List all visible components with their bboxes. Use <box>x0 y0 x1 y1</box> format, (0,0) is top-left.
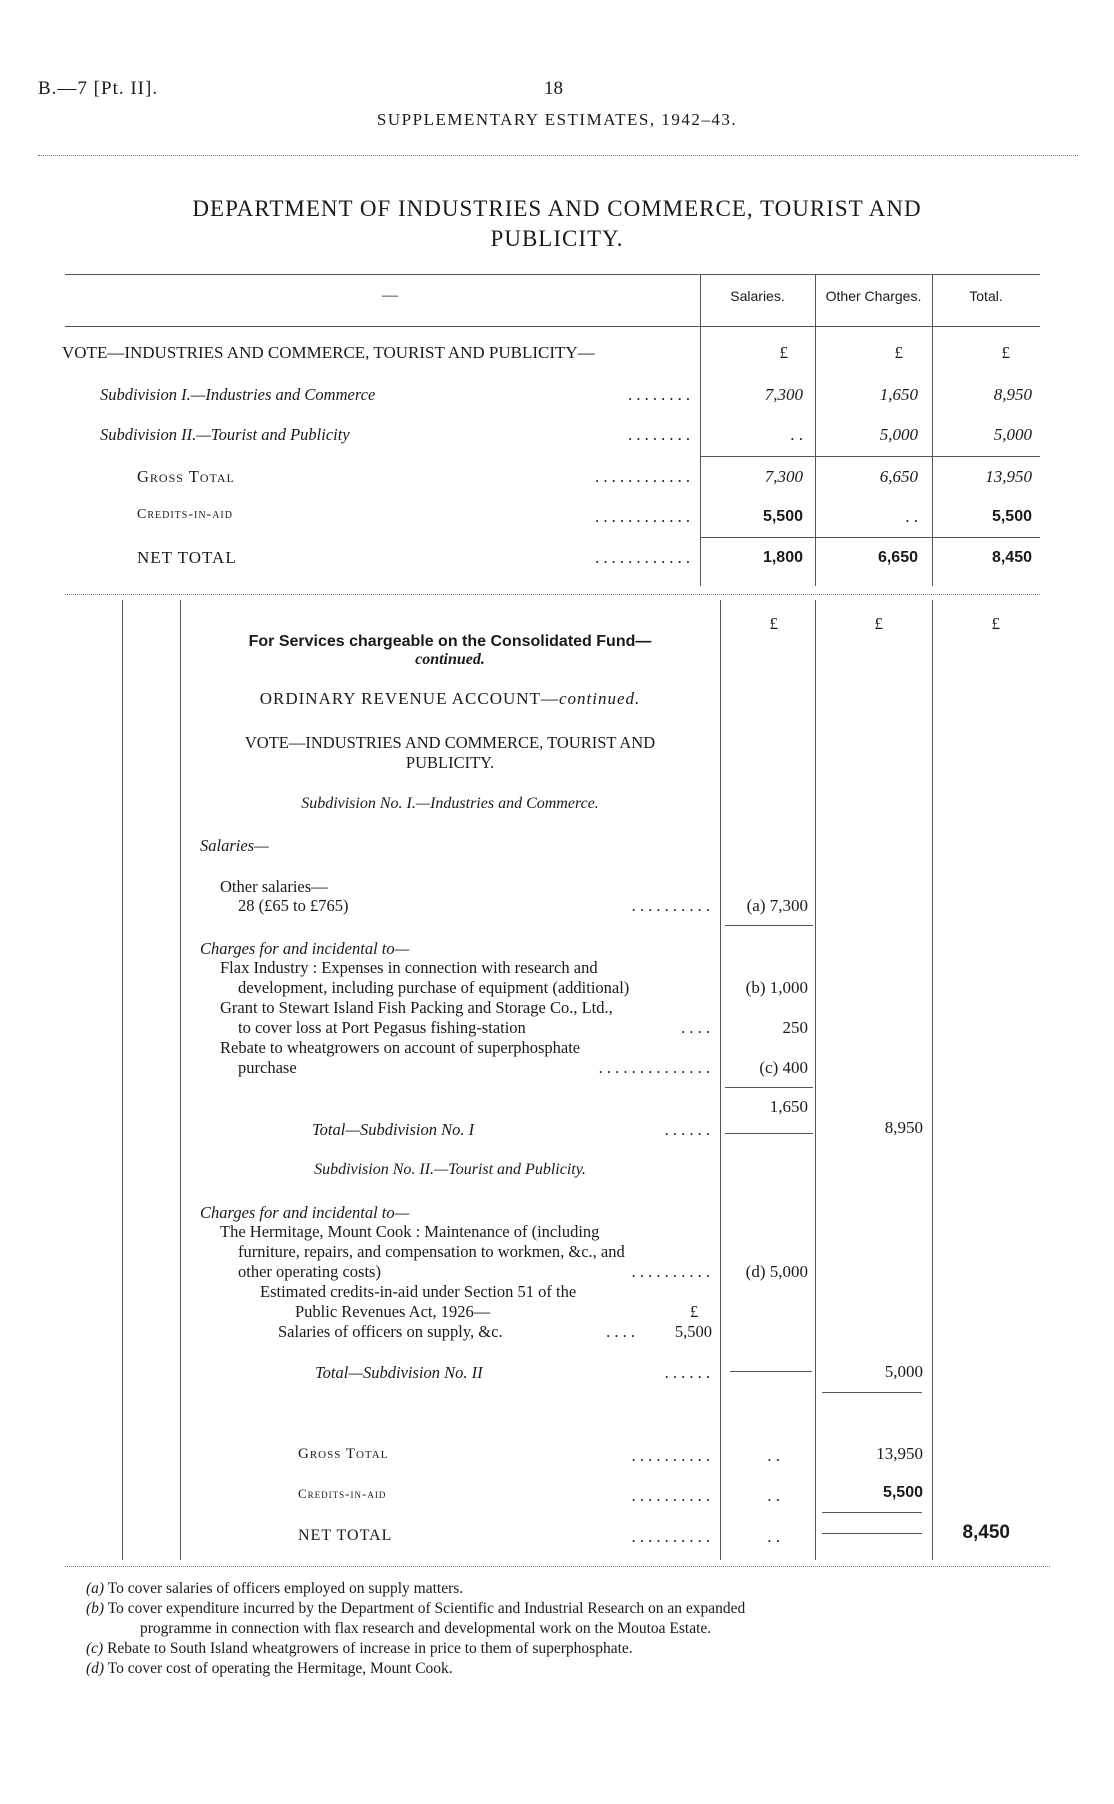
detail-vote-title <box>180 733 720 773</box>
detail-col-divider-2 <box>815 600 816 1560</box>
sub1-total-dots: . . . . . . <box>664 1120 710 1139</box>
detail-vote-line1: VOTE—INDUSTRIES AND COMMERCE, TOURIST AND <box>244 733 656 752</box>
sub1-total-amount: 8,950 <box>884 1118 923 1137</box>
department-title-line1: DEPARTMENT OF INDUSTRIES AND COMMERCE, TOURIST AND <box>192 196 922 221</box>
summary-row-dots: . . . . . . . . <box>628 385 690 404</box>
summary-row-total: 8,950 <box>993 385 1032 404</box>
summary-row-other: 6,650 <box>877 549 918 566</box>
sub2-hermitage-line3: other operating costs) <box>238 1262 381 1281</box>
sub1-charges-rule <box>725 1087 813 1088</box>
sub1-other-salaries-detail: 28 (£65 to £765) <box>238 896 349 915</box>
detail-vote-line2: PUBLICITY. <box>405 753 495 772</box>
page-number: 18 <box>544 78 563 99</box>
footnote <box>86 1600 1046 1620</box>
sub2-credits-line3: Salaries of officers on supply, &c. <box>278 1322 503 1341</box>
detail-pound-col2: £ <box>874 614 883 633</box>
running-title-text: SUPPLEMENTARY ESTIMATES, 1942–43. <box>376 110 738 129</box>
detail-credits-dots: . . . . . . . . . . <box>631 1486 710 1505</box>
summary-row-total: 5,500 <box>991 508 1032 525</box>
footnote <box>86 1580 1046 1600</box>
summary-row-dots: . . . . . . . . <box>628 425 690 444</box>
summary-pound-salaries: £ <box>779 343 788 362</box>
department-title-line2: PUBLICITY. <box>490 226 624 251</box>
services-heading <box>180 633 720 669</box>
account-title-text: ORDINARY REVENUE ACCOUNT— <box>259 689 559 708</box>
summary-row-other: . . <box>905 507 918 526</box>
summary-row-dots: . . . . . . . . . . . . <box>595 548 690 567</box>
sub2-credits-line2: Public Revenues Act, 1926— <box>295 1302 491 1321</box>
sub1-rebate-dots: . . . . . . . . . . . . . . <box>598 1058 710 1077</box>
page-reference: B.—7 [Pt. II]. <box>38 78 159 99</box>
detail-pound-col1: £ <box>769 614 778 633</box>
summary-row-label: Subdivision II.—Tourist and Publicity <box>100 425 350 444</box>
footnote-mark: (d) <box>86 1660 105 1677</box>
detail-col-divider-1 <box>720 600 721 1560</box>
detail-pound-col3: £ <box>991 614 1000 633</box>
detail-net-dots: . . . . . . . . . . <box>631 1527 710 1546</box>
sub2-credits-amount: 5,500 <box>674 1322 712 1341</box>
summary-header-dash: — <box>382 287 398 304</box>
account-title <box>180 689 720 709</box>
summary-row-dots: . . . . . . . . . . . . <box>595 507 690 526</box>
account-title-continued: continued. <box>558 689 641 708</box>
detail-gross-dots: . . . . . . . . . . <box>631 1446 710 1465</box>
sub1-flax-amount: (b) 1,000 <box>745 978 808 997</box>
services-heading-line1: For Services chargeable on the Consolidated Fund— <box>248 633 652 650</box>
summary-pound-other: £ <box>894 343 903 362</box>
summary-row-other: 6,650 <box>879 467 918 486</box>
detail-net-label: NET TOTAL <box>298 1527 393 1544</box>
detail-left-margin-rule <box>122 600 123 1560</box>
sub2-total-label: Total—Subdivision No. II <box>315 1363 483 1382</box>
footnote-continuation: programme in connection with flax research and developmental work on the Moutoa Estate. <box>140 1620 712 1637</box>
detail-credits-col1: . . <box>767 1486 780 1505</box>
summary-row-label: Credits-in-aid <box>137 507 233 522</box>
detail-col-divider-3 <box>932 600 933 1560</box>
sub1-rebate-line2: purchase <box>238 1058 297 1077</box>
footnote <box>86 1640 1046 1660</box>
sub2-charges-heading: Charges for and incidental to— <box>200 1203 410 1222</box>
footnotes <box>86 1580 1046 1680</box>
detail-credits-amount: 5,500 <box>882 1484 923 1501</box>
footnote-mark: (c) <box>86 1640 104 1657</box>
services-heading-line2: continued. <box>415 651 485 668</box>
summary-row-total: 5,000 <box>993 425 1032 444</box>
footnote-mark: (a) <box>86 1580 105 1597</box>
summary-row-dots: . . . . . . . . . . . . <box>595 467 690 486</box>
summary-header-other-charges: Other Charges. <box>825 288 922 304</box>
sub1-grant-dots: . . . . <box>681 1018 710 1037</box>
sub1-total-rule <box>725 1133 813 1134</box>
footnote <box>86 1660 1046 1680</box>
summary-row-label: Subdivision I.—Industries and Commerce <box>100 385 376 404</box>
sub2-hermitage-amount: (d) 5,000 <box>745 1262 808 1281</box>
sub1-other-salaries-dots: . . . . . . . . . . <box>631 896 710 915</box>
footnote-text: To cover salaries of officers employed on supply matters. <box>107 1580 464 1597</box>
detail-net-rule <box>822 1533 922 1534</box>
sub1-salaries-heading: Salaries— <box>200 836 269 855</box>
summary-row-total: 13,950 <box>985 467 1032 486</box>
detail-credits-label: Credits-in-aid <box>298 1486 387 1501</box>
sub1-grant-line1: Grant to Stewart Island Fish Packing and Storage Co., Ltd., <box>220 998 613 1017</box>
footnote-text: Rebate to South Island wheatgrowers of increase in price to them of superphosphate. <box>107 1640 633 1657</box>
detail-gross-amount: 13,950 <box>876 1444 923 1463</box>
sub1-grant-amount: 250 <box>782 1018 808 1037</box>
detail-gross-col1: . . <box>767 1446 780 1465</box>
summary-row-salaries: 7,300 <box>764 467 803 486</box>
sub1-flax-line2: development, including purchase of equipment (additional) <box>238 978 630 997</box>
detail-credits-rule <box>822 1512 922 1513</box>
sub2-credits-dots: . . . . <box>606 1322 635 1341</box>
sub2-hermitage-dots: . . . . . . . . . . <box>631 1262 710 1281</box>
sub2-heading: Subdivision No. II.—Tourist and Publicity. <box>314 1161 586 1178</box>
summary-vote-title: VOTE—INDUSTRIES AND COMMERCE, TOURIST AND PUBLICITY— <box>62 343 595 362</box>
summary-header-salaries: Salaries. <box>730 288 785 304</box>
footnote-text: To cover expenditure incurred by the Department of Scientific and Industrial Research on an expanded <box>107 1600 746 1617</box>
detail-gross-label: Gross Total <box>298 1446 389 1462</box>
sub1-other-salaries-amount: (a) 7,300 <box>746 896 808 915</box>
sub2-total-rule-right <box>822 1392 922 1393</box>
summary-row-total: 8,450 <box>991 549 1032 566</box>
summary-header-total: Total. <box>969 288 1003 304</box>
sub1-charges-heading: Charges for and incidental to— <box>200 939 410 958</box>
summary-pound-total: £ <box>1001 343 1010 362</box>
sub1-total-label: Total—Subdivision No. I <box>312 1120 475 1139</box>
sub1-rebate-amount: (c) 400 <box>759 1058 808 1077</box>
footnote-mark: (b) <box>86 1600 105 1617</box>
sub2-total-dots: . . . . . . <box>664 1363 710 1382</box>
sub1-salaries-rule <box>725 925 813 926</box>
summary-row-label: Gross Total <box>137 467 235 486</box>
summary-row-salaries: . . <box>790 425 803 444</box>
summary-row-other: 1,650 <box>879 385 918 404</box>
summary-row-salaries: 7,300 <box>764 385 803 404</box>
footnote-rule <box>65 1566 1050 1567</box>
sub1-heading: Subdivision No. I.—Industries and Commerce. <box>301 795 599 812</box>
sub1-grant-line2: to cover loss at Port Pegasus fishing-station <box>238 1018 526 1037</box>
summary-row-salaries: 5,500 <box>762 508 803 525</box>
sub1-rebate-line1: Rebate to wheatgrowers on account of superphosphate <box>220 1038 581 1057</box>
footnote-text: To cover cost of operating the Hermitage, Mount Cook. <box>107 1660 453 1677</box>
sub1-flax-line1: Flax Industry : Expenses in connection with research and <box>220 958 598 977</box>
sub2-total-amount: 5,000 <box>884 1362 923 1381</box>
detail-net-amount: 8,450 <box>962 1522 1010 1543</box>
sub1-charges-total: 1,650 <box>769 1097 808 1116</box>
summary-row-other: 5,000 <box>879 425 918 444</box>
summary-row-salaries: 1,800 <box>762 549 803 566</box>
sub2-total-rule-left <box>730 1371 812 1372</box>
summary-row-label: NET TOTAL <box>137 548 237 567</box>
sub2-credits-pound: £ <box>690 1302 699 1321</box>
sub2-hermitage-line1: The Hermitage, Mount Cook : Maintenance of (including <box>220 1222 600 1241</box>
detail-net-col1: . . <box>767 1527 780 1546</box>
sub2-hermitage-line2: furniture, repairs, and compensation to workmen, &c., and <box>238 1242 625 1261</box>
sub2-credits-line1: Estimated credits-in-aid under Section 51 of the <box>260 1282 577 1301</box>
sub1-other-salaries: Other salaries— <box>220 877 328 896</box>
